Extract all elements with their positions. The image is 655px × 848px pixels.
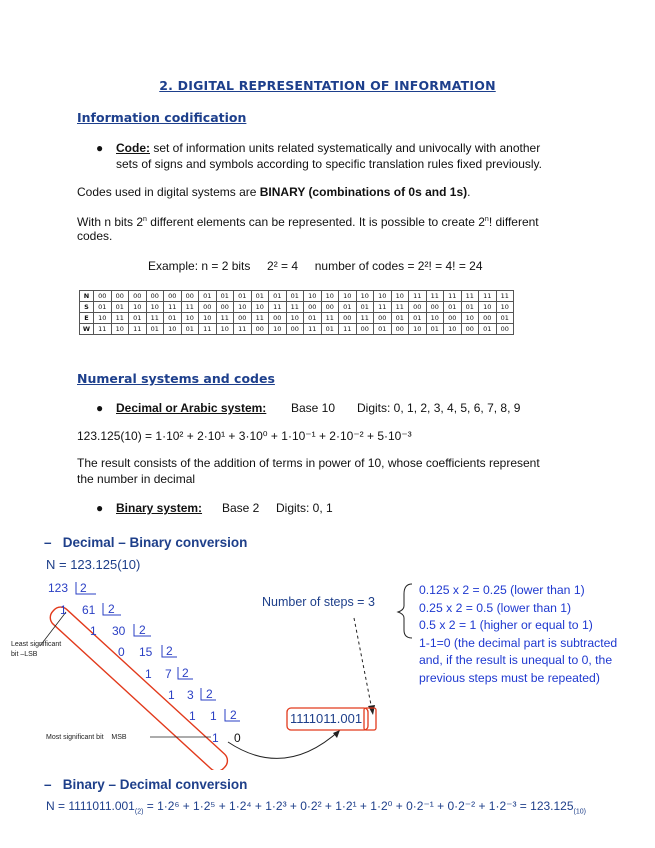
table-cell: 01 xyxy=(286,291,304,302)
binary-result xyxy=(290,711,362,726)
binary-post: . xyxy=(467,185,471,199)
formula-a: N = 1111011.001 xyxy=(46,799,135,813)
table-cell: 00 xyxy=(199,302,217,313)
steps-arrow xyxy=(354,618,372,710)
table-cell: 11 xyxy=(304,324,322,335)
binary-term xyxy=(116,500,202,516)
n-line: N = 123.125(10) xyxy=(46,557,141,572)
table-cell: 01 xyxy=(234,291,252,302)
decimal-base: Base 10 xyxy=(291,401,336,415)
steps-arrow-head xyxy=(368,705,375,715)
div-r4: 1 xyxy=(145,667,152,681)
table-cell: 10 xyxy=(426,313,444,324)
table-cell: 01 xyxy=(391,313,409,324)
nbits-b: different elements can be represented. It is possible to create 2 xyxy=(146,215,485,229)
table-cell: 11 xyxy=(216,313,234,324)
page-title: 2. DIGITAL REPRESENTATION OF INFORMATION xyxy=(159,78,496,93)
decimal-expansion: 123.125(10) = 1·10² + 2·10¹ + 3·10⁰ + 1·10⁻¹ + 2·10⁻² + 5·10⁻³ xyxy=(77,429,412,443)
table-cell: 10 xyxy=(356,291,374,302)
nbits-c: ! different xyxy=(488,215,539,229)
table-cell: 10 xyxy=(234,302,252,313)
table-cell: 10 xyxy=(374,291,392,302)
table-cell: 10 xyxy=(181,313,199,324)
nbits-paragraph xyxy=(77,212,582,230)
div-r3: 0 xyxy=(118,645,125,659)
table-cell: 10 xyxy=(269,324,287,335)
table-cell: 00 xyxy=(496,324,514,335)
codes-table xyxy=(79,290,514,335)
result-frac-box xyxy=(364,708,376,730)
result-frac: 1 xyxy=(354,711,363,726)
result-int: 1111011 xyxy=(290,711,337,726)
table-cell: 10 xyxy=(146,302,164,313)
table-cell: 01 xyxy=(339,302,357,313)
decimal-term: Decimal or Arabic system: xyxy=(116,401,267,415)
table-cell: 10 xyxy=(391,291,409,302)
table-cell: 01 xyxy=(216,291,234,302)
table-cell: 11 xyxy=(111,313,129,324)
table-cell: 01 xyxy=(444,302,462,313)
binary-base: Base 2 xyxy=(222,501,260,515)
table-cell: 10 xyxy=(94,313,112,324)
table-cell: 10 xyxy=(129,302,147,313)
table-cell: 10 xyxy=(251,302,269,313)
table-cell: 00 xyxy=(146,291,164,302)
table-cell: 11 xyxy=(409,291,427,302)
table-cell: 01 xyxy=(461,302,479,313)
conversion-notes xyxy=(419,582,651,687)
div-r6: 1 xyxy=(189,709,196,723)
table-cell: 00 xyxy=(234,313,252,324)
div-q6: 1 xyxy=(210,709,217,723)
table-cell: 00 xyxy=(444,313,462,324)
heading-binary-decimal: – Binary – Decimal conversion xyxy=(44,777,248,792)
table-cell: 00 xyxy=(461,324,479,335)
table-row xyxy=(80,324,514,335)
div-r2: 1 xyxy=(90,624,97,638)
table-cell: 11 xyxy=(181,302,199,313)
div-dv6: 2 xyxy=(230,708,237,722)
table-cell: 00 xyxy=(286,324,304,335)
table-cell: 01 xyxy=(129,313,147,324)
table-cell: 01 xyxy=(356,302,374,313)
table-cell: 00 xyxy=(216,302,234,313)
heading-decimal-binary: – Decimal – Binary conversion xyxy=(44,535,248,550)
table-cell: 11 xyxy=(426,291,444,302)
bullet-dot: ● xyxy=(96,501,104,515)
table-cell: 00 xyxy=(251,324,269,335)
table-cell: 00 xyxy=(374,313,392,324)
steps-label: Number of steps = 3 xyxy=(262,595,375,609)
formula-b: = 1·2⁶ + 1·2⁵ + 1·2⁴ + 1·2³ + 0·2² + 1·2¹ + 1·2⁰ + 0·2⁻¹ + 0·2⁻² + 1·2⁻³ = 123.125 xyxy=(143,799,574,813)
table-cell: 01 xyxy=(426,324,444,335)
table-cell: 01 xyxy=(496,313,514,324)
div-dv3: 2 xyxy=(166,644,173,658)
binary-digits: Digits: 0, 1 xyxy=(276,501,333,515)
table-row-label: E xyxy=(80,313,94,324)
div-q5: 3 xyxy=(187,688,194,702)
table-cell: 11 xyxy=(321,313,339,324)
div-q4: 7 xyxy=(165,667,172,681)
table-cell: 11 xyxy=(356,313,374,324)
table-cell: 00 xyxy=(426,302,444,313)
msb-label: Most significant bit MSB xyxy=(46,734,127,741)
table-cell: 11 xyxy=(146,313,164,324)
div-q3: 15 xyxy=(139,645,153,659)
nbits-line2: codes. xyxy=(77,229,113,243)
table-row-label: S xyxy=(80,302,94,313)
div-q1: 61 xyxy=(82,603,96,617)
binary-term-text: Binary system: xyxy=(116,501,203,515)
example-line: Example: n = 2 bits 2² = 4 number of codes = 2²! = 4! = 24 xyxy=(148,259,483,273)
table-row-label: N xyxy=(80,291,94,302)
table-cell: 10 xyxy=(461,313,479,324)
table-cell: 00 xyxy=(356,324,374,335)
div-dv1: 2 xyxy=(108,602,115,616)
table-cell: 10 xyxy=(409,324,427,335)
div-q7: 0 xyxy=(234,731,241,745)
table-cell: 11 xyxy=(251,313,269,324)
bullet-dot: ● xyxy=(96,141,104,155)
binary-decimal-formula xyxy=(46,799,586,815)
decimal-bullet xyxy=(116,400,266,416)
table-row xyxy=(80,291,514,302)
table-cell: 11 xyxy=(479,291,497,302)
note-line: 0.5 x 2 = 1 (higher or equal to 1) xyxy=(419,618,593,632)
table-cell: 10 xyxy=(496,302,514,313)
heading-numeral-systems: Numeral systems and codes xyxy=(77,371,275,386)
table-cell: 10 xyxy=(444,324,462,335)
div-q2: 30 xyxy=(112,624,126,638)
table-cell: 11 xyxy=(234,324,252,335)
div-dv2: 2 xyxy=(139,623,146,637)
table-cell: 01 xyxy=(269,291,287,302)
table-cell: 11 xyxy=(374,302,392,313)
table-row-label: W xyxy=(80,324,94,335)
table-cell: 10 xyxy=(111,324,129,335)
table-cell: 01 xyxy=(181,324,199,335)
result-text-l1: The result consists of the addition of terms in power of 10, whose coefficients represent xyxy=(77,456,540,470)
formula-sub-b: (10) xyxy=(573,808,586,816)
note-line: and, if the result is unequal to 0, the xyxy=(419,653,613,667)
heading-information-codification: Information codification xyxy=(77,110,247,125)
code-text: set of information units related systematically and univocally with another xyxy=(153,141,541,155)
binary-codes-paragraph xyxy=(77,184,470,200)
table-cell: 11 xyxy=(444,291,462,302)
lsb-label-1: Least significant xyxy=(11,641,62,648)
note-line: 1-1=0 (the decimal part is subtracted xyxy=(419,635,618,650)
table-cell: 00 xyxy=(129,291,147,302)
div-dv0: 2 xyxy=(80,581,87,595)
table-row xyxy=(80,313,514,324)
bullet-dot: ● xyxy=(96,401,104,415)
div-dv5: 2 xyxy=(206,687,213,701)
table-cell: 11 xyxy=(164,302,182,313)
table-cell: 11 xyxy=(129,324,147,335)
table-cell: 00 xyxy=(181,291,199,302)
lsb-label-2: bit –LSB xyxy=(11,651,38,658)
table-cell: 11 xyxy=(391,302,409,313)
table-cell: 11 xyxy=(269,302,287,313)
table-cell: 11 xyxy=(199,324,217,335)
table-cell: 10 xyxy=(286,313,304,324)
div-d0: 123 xyxy=(48,581,69,595)
table-cell: 01 xyxy=(146,324,164,335)
table-cell: 11 xyxy=(94,324,112,335)
table-cell: 01 xyxy=(251,291,269,302)
result-arrow-head xyxy=(333,730,340,738)
nbits-sup2: n xyxy=(484,216,489,223)
table-cell: 11 xyxy=(496,291,514,302)
result-dot: .00 xyxy=(336,711,355,726)
result-text-l2: the number in decimal xyxy=(77,472,196,486)
table-cell: 00 xyxy=(479,313,497,324)
div-dv4: 2 xyxy=(182,666,189,680)
table-cell: 01 xyxy=(111,302,129,313)
code-text-line2: sets of signs and symbols according to specific translation rules fixed previously. xyxy=(116,157,542,171)
table-cell: 00 xyxy=(94,291,112,302)
binary-bold: BINARY (combinations of 0s and 1s) xyxy=(259,185,468,199)
table-cell: 10 xyxy=(304,291,322,302)
table-cell: 01 xyxy=(164,313,182,324)
table-cell: 01 xyxy=(374,324,392,335)
table-cell: 01 xyxy=(409,313,427,324)
table-cell: 11 xyxy=(286,302,304,313)
table-cell: 11 xyxy=(461,291,479,302)
table-cell: 10 xyxy=(321,291,339,302)
result-arrow xyxy=(228,730,340,758)
formula-sub-a: (2) xyxy=(134,808,144,816)
code-term: Code: xyxy=(116,141,150,155)
nbits-sup1: n xyxy=(143,216,147,223)
table-cell: 01 xyxy=(321,324,339,335)
table-cell: 10 xyxy=(199,313,217,324)
table-cell: 00 xyxy=(321,302,339,313)
table-cell: 11 xyxy=(339,324,357,335)
table-cell: 00 xyxy=(269,313,287,324)
div-r1: 1 xyxy=(60,603,67,617)
table-cell: 00 xyxy=(164,291,182,302)
table-cell: 01 xyxy=(304,313,322,324)
notes-brace xyxy=(398,584,412,638)
div-r5: 1 xyxy=(168,688,175,702)
binary-pre: Codes used in digital systems are xyxy=(77,185,260,199)
table-cell: 01 xyxy=(94,302,112,313)
table-cell: 00 xyxy=(409,302,427,313)
note-line: 0.125 x 2 = 0.25 (lower than 1) xyxy=(419,583,585,597)
table-cell: 00 xyxy=(391,324,409,335)
table-row xyxy=(80,302,514,313)
table-cell: 01 xyxy=(199,291,217,302)
table-cell: 00 xyxy=(111,291,129,302)
code-definition xyxy=(116,140,586,156)
nbits-a: With n bits 2 xyxy=(77,215,144,229)
table-cell: 10 xyxy=(216,324,234,335)
div-r7: 1 xyxy=(212,731,219,745)
table-cell: 01 xyxy=(479,324,497,335)
table-cell: 10 xyxy=(339,291,357,302)
table-cell: 00 xyxy=(339,313,357,324)
note-line: previous steps must be repeated) xyxy=(419,670,600,685)
table-cell: 10 xyxy=(164,324,182,335)
decimal-digits: Digits: 0, 1, 2, 3, 4, 5, 6, 7, 8, 9 xyxy=(357,401,521,415)
table-cell: 10 xyxy=(479,302,497,313)
table-cell: 00 xyxy=(304,302,322,313)
note-line: 0.25 x 2 = 0.5 (lower than 1) xyxy=(419,600,572,615)
